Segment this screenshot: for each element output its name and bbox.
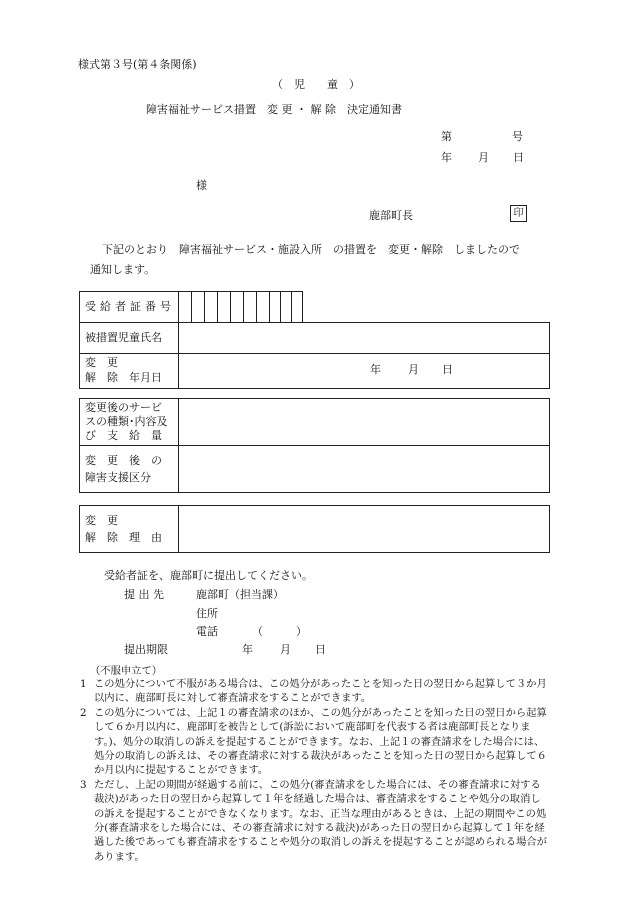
objection-heading: （不服申立て）	[90, 665, 163, 677]
phone-parens: （ ）	[252, 625, 307, 638]
digit-cell-line	[280, 291, 281, 323]
form-number: 様式第３号(第４条関係)	[78, 58, 197, 71]
document-title: 障害福祉サービス措置 変 更 ・ 解 除 決定通知書	[146, 103, 402, 116]
row-divider	[79, 353, 550, 354]
digit-cell-line	[230, 291, 231, 323]
objection-item	[80, 706, 550, 778]
digit-cell-line	[291, 291, 292, 323]
certificate-number-label: 受給者証番号	[85, 300, 175, 313]
seal-mark: 印	[510, 205, 527, 222]
digit-cell-line	[243, 291, 244, 323]
number-suffix: 号	[512, 130, 523, 143]
table-divider	[178, 505, 179, 553]
digit-cell-line	[269, 291, 270, 323]
row-divider	[79, 322, 550, 323]
deadline-label: 提出期限	[124, 643, 168, 656]
deadline-year: 年	[242, 643, 253, 656]
service-label-2: スの種類･内容及	[85, 415, 168, 428]
change-date-day: 日	[442, 363, 453, 376]
support-label-2: 障害支援区分	[85, 471, 151, 484]
support-label-1: 変 更 後 の	[85, 454, 162, 467]
objection-item-text: この処分については、上記１の審査請求のほか、この処分があったことを知った日の翌日から起算して６か月以内に、鹿部町を被告として(訴訟において鹿部町を代表する者は鹿部町長となります。)、処分の取消しの訴えを提起することができます。なお、上記１の審査請求をした場合には、処分の取消しの訴えは、その審査請求に対する裁決があったことを知った日の翌日から起算して６か月以内に提起することができます。	[94, 706, 547, 777]
reason-label-2: 解 除 理 由	[85, 531, 162, 544]
objection-item-number: 3	[80, 778, 87, 791]
date-year: 年	[441, 151, 452, 164]
change-date-label-1: 変 更	[85, 356, 118, 369]
objection-item-text: ただし、上記の期間が経過する前に、この処分(審査請求をした場合には、その審査請求に対する裁決)があった日の翌日から起算して１年を経過した場合は、審査請求をすることや処分の取消しの訴えを提起することができなくなります。なお、正当な理由があるときは、上記の期間やこの処分(審査請求をした場合には、その審査請求に対する裁決)があった日の翌日から起算して１年を経過した後であっても審査請求をすることや処分の取消しの訴えを提起することが認められる場合があります。	[94, 778, 547, 863]
change-date-year: 年	[370, 363, 381, 376]
row-divider	[79, 445, 550, 446]
objection-item	[80, 677, 550, 706]
date-month: 月	[478, 151, 489, 164]
addressee-suffix: 様	[196, 179, 207, 192]
child-name-label: 被措置児童氏名	[85, 331, 162, 344]
reason-label-1: 変 更	[85, 514, 118, 527]
digit-cell-line	[256, 291, 257, 323]
digit-cell-line	[204, 291, 205, 323]
address-label: 住所	[196, 607, 218, 620]
document-subtitle: （ 児 童 ）	[272, 78, 360, 91]
service-label-1: 変更後のサービ	[85, 401, 162, 414]
destination-label: 提 出 先	[124, 588, 164, 601]
objection-notes	[80, 677, 550, 864]
deadline-day: 日	[315, 643, 326, 656]
issuer-name: 鹿部町長	[369, 209, 413, 222]
deadline-month: 月	[280, 643, 291, 656]
phone-label: 電話	[196, 625, 218, 638]
number-prefix: 第	[441, 130, 452, 143]
service-label-3: び 支 給 量	[85, 429, 162, 442]
top-row-mask	[303, 290, 552, 322]
date-day: 日	[513, 151, 524, 164]
table-divider	[178, 291, 179, 389]
objection-item-number: 1	[80, 678, 87, 690]
objection-item-text: この処分について不服がある場合は、この処分があったことを知った日の翌日から起算して３か月以内に、鹿部町長に対して審査請求をすることができます。	[94, 678, 547, 705]
change-date-month: 月	[408, 363, 419, 376]
objection-item-number: 2	[80, 706, 87, 719]
intro-line-1: 下記のとおり 障害福祉サービス・施設入所 の措置を 変更・解除 しましたので	[102, 243, 520, 256]
objection-item	[80, 778, 550, 864]
destination-value: 鹿部町（担当課）	[196, 588, 284, 601]
digit-cell-line	[217, 291, 218, 323]
change-date-label-2: 解 除 年月日	[85, 371, 162, 384]
intro-line-2: 通知します。	[90, 263, 156, 276]
submission-instruction: 受給者証を、鹿部町に提出してください。	[104, 569, 313, 582]
digit-cell-line	[191, 291, 192, 323]
